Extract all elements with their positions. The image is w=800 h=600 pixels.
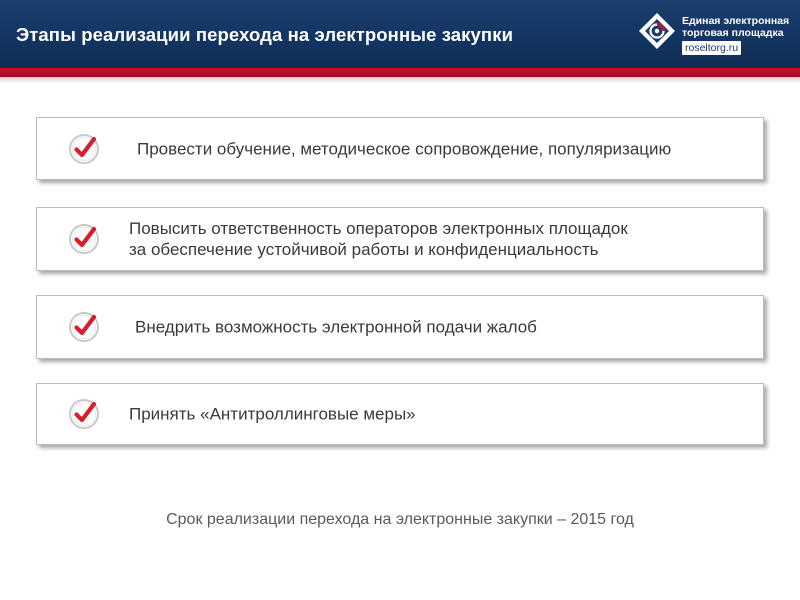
task-card [36,295,764,359]
task-text-line: за обеспечение устойчивой работы и конфиденциальность [129,240,599,259]
task-card [36,117,764,180]
logo [638,10,788,60]
logo-text-line2: торговая площадка [682,27,784,39]
header-bar [0,0,800,68]
page-title: Этапы реализации перехода на электронные закупки [16,24,514,45]
task-text-line: Принять «Антитроллинговые меры» [129,404,416,424]
task-text-line: Провести обучение, методическое сопровождение, популяризацию [137,139,672,158]
checkmark-icon [68,223,100,255]
task-card [36,207,764,271]
header-accent-stripe [0,68,800,77]
task-text-line: Внедрить возможность электронной подачи жалоб [135,317,537,337]
header-shadow [0,77,800,83]
task-text [137,138,671,159]
logo-mark-icon [638,12,676,50]
task-card [36,383,764,445]
task-text [135,317,537,338]
task-text [129,218,628,260]
task-text-line: Повысить ответственность операторов электронных площадок [129,219,628,238]
deadline-note: Срок реализации перехода на электронные закупки – 2015 год [166,511,634,528]
task-text [129,404,416,425]
checkmark-icon [68,398,100,430]
logo-url: roseltorg.ru [682,41,741,55]
logo-text-line1: Единая электронная [682,15,790,27]
checkmark-icon [68,311,100,343]
checkmark-icon [68,133,100,165]
